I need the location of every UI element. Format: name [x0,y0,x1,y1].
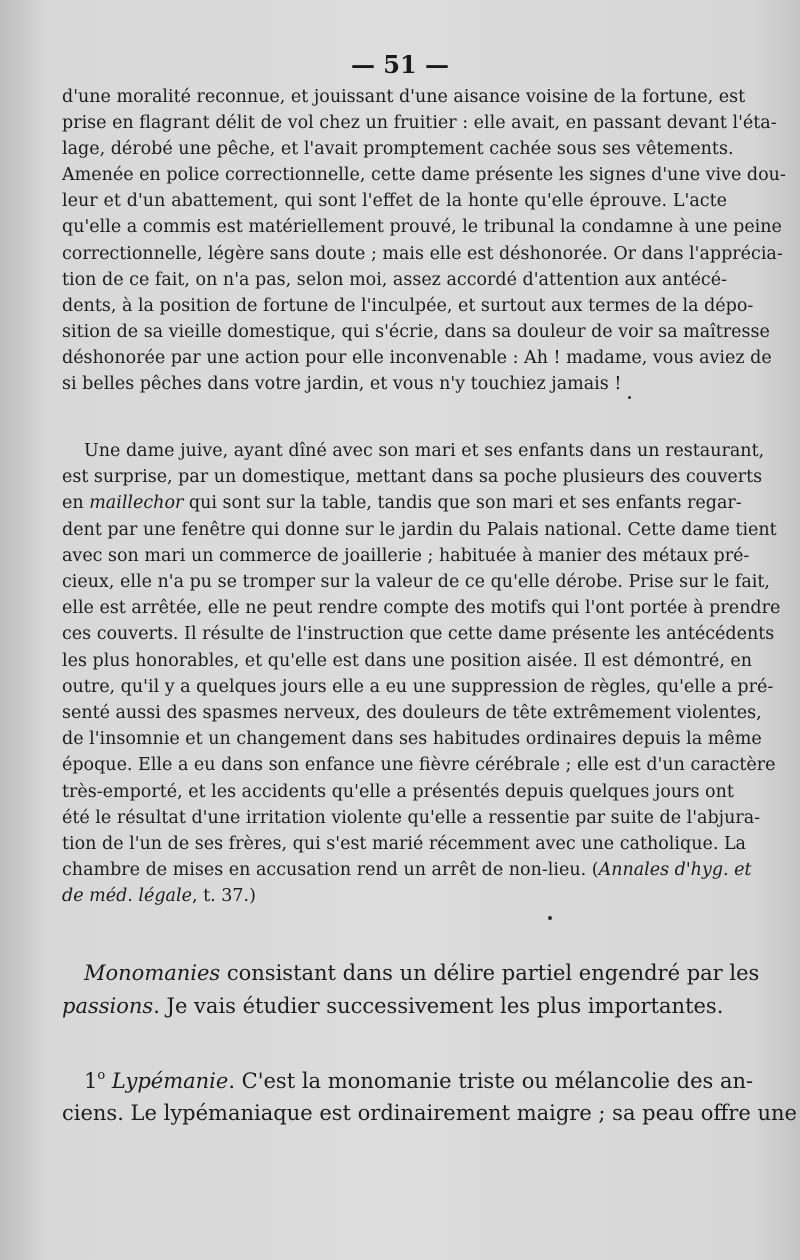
italic-text: Lypémanie [111,1069,229,1093]
text-line: de méd. légale, t. 37.) [62,886,256,907]
text-line: passions. Je vais étudier successivement les plus importantes. [62,994,724,1018]
paragraph-3 [62,957,760,1023]
italic-text: Annales d'hyg. et [598,860,752,881]
text-line: ces couverts. Il résulte de l'instruction que cette dame présente les antécédents [62,624,775,645]
italic-text: de méd. légale [62,886,192,907]
text-line: senté aussi des spasmes nerveux, des douleurs de tête extrêmement violentes, [62,703,762,724]
italic-text: Monomanies [84,961,221,985]
text-line: elle est arrêtée, elle ne peut rendre compte des motifs qui l'ont portée à prendre [62,598,781,619]
text-line: Amenée en police correctionnelle, cette dame présente les signes d'une vive dou- [62,165,786,186]
ink-speck [628,396,631,399]
text-line: avec son mari un commerce de joaillerie ; habituée à manier des métaux pré- [62,545,750,566]
text-line: sition de sa vieille domestique, qui s'écrie, dans sa douleur de voir sa maîtresse [62,321,770,342]
text-line: qu'elle a commis est matériellement prouvé, le tribunal la condamne à une peine [62,217,782,238]
text-line: déshonorée par une action pour elle inconvenable : Ah ! madame, vous aviez de [62,347,772,368]
ink-speck [548,916,552,920]
paragraph-2 [62,438,781,910]
text-line: leur et d'un abattement, qui sont l'effet de la honte qu'elle éprouve. L'acte [62,191,727,212]
text-line: de l'insomnie et un changement dans ses habitudes ordinaires depuis la même [62,729,762,750]
text-line: outre, qu'il y a quelques jours elle a eu une suppression de règles, qu'elle a pré- [62,676,774,697]
text-line: correctionnelle, légère sans doute ; mais elle est déshonorée. Or dans l'apprécia- [62,243,783,264]
text-line: les plus honorables, et qu'elle est dans une position aisée. Il est démontré, en [62,650,752,671]
text-line: si belles pêches dans votre jardin, et vous n'y touchiez jamais ! [62,374,622,395]
italic-text: maillechor [89,493,184,514]
ordinal-superscript: o [97,1068,106,1083]
text-line: dent par une fenêtre qui donne sur le jardin du Palais national. Cette dame tient [62,519,777,540]
paragraph-4 [62,1060,797,1129]
text-line: Monomanies consistant dans un délire partiel engendré par les [84,961,760,985]
text-line: 1$^o$ Lypémanie. C'est la monomanie triste ou mélancolie des an- [84,1068,754,1093]
text-line: prise en flagrant délit de vol chez un fruitier : elle avait, en passant devant l'éta- [62,113,777,134]
section-number: 1 [84,1069,98,1093]
text-line: très-emporté, et les accidents qu'elle a présentés depuis quelques jours ont [62,781,734,802]
text-line: en maillechor qui sont sur la table, tandis que son mari et ses enfants regar- [62,493,742,514]
text-line: tion de l'un de ses frères, qui s'est marié récemment avec une catholique. La [62,834,746,855]
text-line: lage, dérobé une pêche, et l'avait promptement cachée sous ses vêtements. [62,139,734,160]
text-line: chambre de mises en accusation rend un arrêt de non-lieu. (Annales d'hyg. et [62,860,752,881]
text-line: Une dame juive, ayant dîné avec son mari et ses enfants dans un restaurant, [84,441,765,461]
text-line: été le résultat d'une irritation violente qu'elle a ressentie par suite de l'abjura- [62,807,761,828]
text-line: d'une moralité reconnue, et jouissant d'une aisance voisine de la fortune, est [62,87,746,107]
page-number: — 51 — [350,50,450,79]
text-line: est surprise, par un domestique, mettant dans sa poche plusieurs des couverts [62,467,763,488]
italic-text: passions [62,994,154,1018]
text-line: époque. Elle a eu dans son enfance une fièvre cérébrale ; elle est d'un caractère [62,755,776,776]
paragraph-1 [62,84,786,397]
text-line: dents, à la position de fortune de l'inculpée, et surtout aux termes de la dépo- [62,295,754,316]
text-line: tion de ce fait, on n'a pas, selon moi, assez accordé d'attention aux antécé- [62,269,727,290]
text-line: ciens. Le lypémaniaque est ordinairement maigre ; sa peau offre une [62,1101,797,1125]
text-line: cieux, elle n'a pu se tromper sur la valeur de ce qu'elle dérobe. Prise sur le fait, [62,572,770,593]
